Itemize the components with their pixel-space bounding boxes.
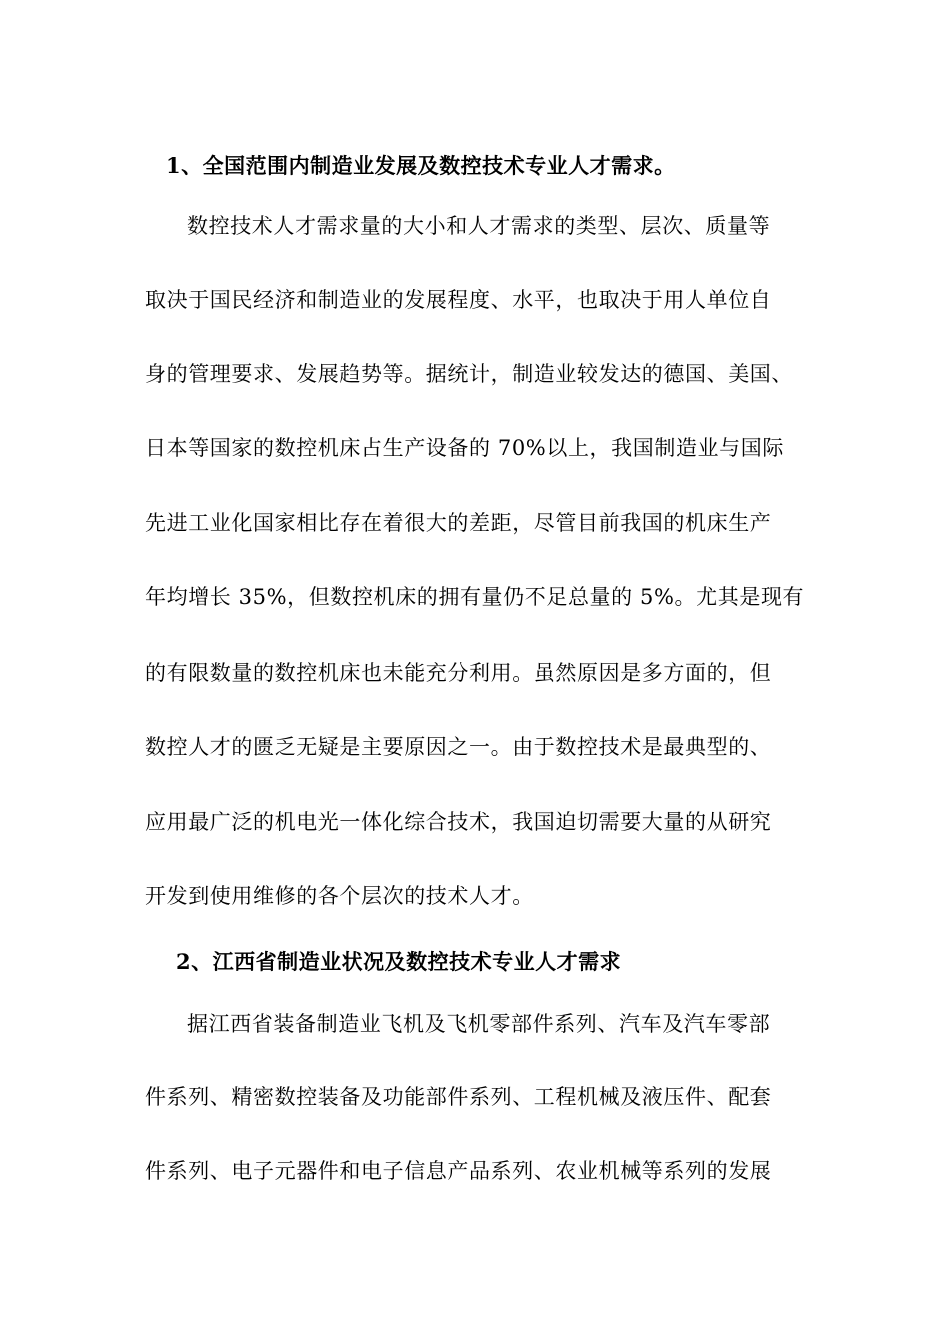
paragraph-line: 数控技术人才需求量的大小和人才需求的类型、层次、质量等 (187, 214, 771, 238)
paragraph-line: 日本等国家的数控机床占生产设备的 70%以上，我国制造业与国际 (145, 436, 784, 460)
paragraph-line: 开发到使用维修的各个层次的技术人才。 (145, 884, 534, 908)
paragraph-line: 件系列、电子元器件和电子信息产品系列、农业机械等系列的发展 (145, 1159, 772, 1183)
section-2-heading: 2、江西省制造业状况及数控技术专业人才需求 (176, 949, 622, 974)
paragraph-line: 数控人才的匮乏无疑是主要原因之一。由于数控技术是最典型的、 (145, 735, 772, 759)
paragraph-line: 先进工业化国家相比存在着很大的差距，尽管目前我国的机床生产 (145, 511, 772, 535)
paragraph-line: 取决于国民经济和制造业的发展程度、水平，也取决于用人单位自 (145, 288, 772, 312)
section-1-heading: 1、全国范围内制造业发展及数控技术专业人才需求。 (166, 153, 676, 178)
paragraph-line: 年均增长 35%，但数控机床的拥有量仍不足总量的 5%。尤其是现有 (145, 585, 805, 609)
paragraph-line: 件系列、精密数控装备及功能部件系列、工程机械及液压件、配套 (145, 1085, 772, 1109)
paragraph-line: 身的管理要求、发展趋势等。据统计，制造业较发达的德国、美国、 (145, 362, 793, 386)
paragraph-line: 的有限数量的数控机床也未能充分利用。虽然原因是多方面的，但 (145, 661, 772, 685)
paragraph-line: 应用最广泛的机电光一体化综合技术，我国迫切需要大量的从研究 (145, 810, 772, 834)
paragraph-line: 据江西省装备制造业飞机及飞机零部件系列、汽车及汽车零部 (187, 1012, 771, 1036)
